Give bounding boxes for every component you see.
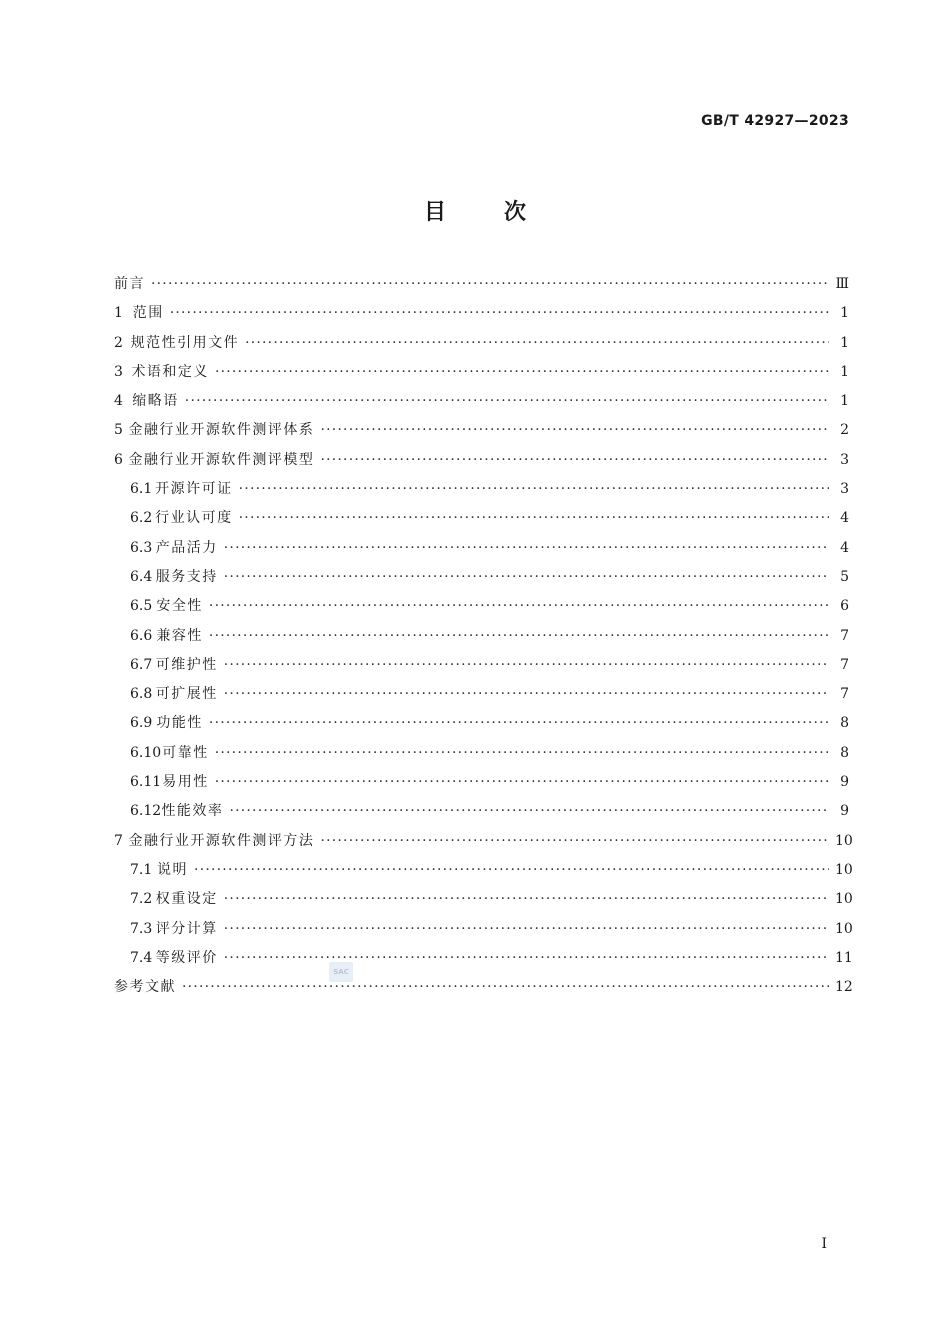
toc-entry-page: 3 — [840, 481, 849, 498]
toc-entry-number: 6.4 — [130, 568, 153, 585]
toc-dot-leader — [182, 975, 829, 999]
toc-dot-leader — [245, 331, 829, 355]
toc-entry[interactable] — [114, 506, 849, 535]
toc-entry-label: 可靠性 — [162, 744, 209, 761]
toc-dot-leader — [224, 653, 829, 677]
toc-entry[interactable] — [114, 331, 849, 360]
page-number: I — [821, 1236, 827, 1252]
standard-number: GB/T 42927—2023 — [701, 113, 849, 129]
toc-dot-leader — [229, 799, 829, 823]
toc-dot-leader — [194, 858, 829, 882]
toc-dot-leader — [170, 301, 829, 325]
toc-dot-leader — [215, 741, 829, 765]
toc-dot-leader — [185, 389, 829, 413]
toc-entry[interactable] — [114, 272, 849, 301]
toc-entry[interactable] — [114, 799, 849, 828]
toc-entry-page: 6 — [840, 598, 849, 615]
toc-dot-leader — [151, 272, 829, 296]
toc-dot-leader — [209, 624, 829, 648]
toc-entry-page: 10 — [834, 832, 853, 849]
toc-entry-page: 9 — [840, 774, 849, 791]
toc-entry-page: Ⅲ — [835, 276, 849, 292]
toc-entry-page: 12 — [835, 979, 853, 996]
toc-entry-number: 2 — [114, 334, 123, 351]
toc-entry-number: 1 — [114, 305, 123, 322]
toc-entry-page: 4 — [840, 539, 849, 556]
toc-dot-leader — [209, 594, 829, 618]
toc-entry-number: 7.3 — [130, 920, 153, 937]
toc-entry[interactable] — [114, 301, 849, 330]
toc-entry[interactable] — [114, 741, 849, 770]
toc-entry-label: 金融行业开源软件测评方法 — [128, 832, 315, 849]
toc-entry-number: 6.10 — [130, 744, 162, 761]
toc-entry-number: 6.1 — [130, 481, 153, 498]
watermark-logo: SAC — [329, 962, 353, 982]
toc-entry-label: 可维护性 — [155, 656, 218, 673]
toc-entry[interactable] — [114, 594, 849, 623]
toc-dot-leader — [224, 917, 829, 941]
toc-entry-number: 6.12 — [130, 803, 162, 820]
toc-entry-page: 10 — [835, 891, 853, 908]
toc-entry-number: 5 — [114, 422, 123, 439]
toc-entry-label: 缩略语 — [132, 393, 179, 410]
toc-entry[interactable] — [114, 770, 849, 799]
toc-entry-page: 1 — [840, 305, 849, 322]
toc-entry-label: 可扩展性 — [155, 686, 218, 703]
toc-entry-page: 8 — [840, 744, 849, 761]
toc-entry-number: 6.8 — [130, 686, 153, 703]
toc-entry-page: 8 — [840, 715, 849, 732]
toc-entry-number: 6 — [114, 451, 123, 468]
toc-dot-leader — [224, 536, 829, 560]
toc-entry-label: 易用性 — [162, 774, 209, 791]
page-title: 目次 — [423, 200, 584, 225]
toc-entry[interactable] — [114, 360, 849, 389]
toc-entry-page: 3 — [840, 451, 849, 468]
toc-entry-label: 评分计算 — [155, 920, 218, 937]
toc-entry-label: 金融行业开源软件测评体系 — [128, 422, 315, 439]
toc-dot-leader — [320, 448, 829, 472]
toc-dot-leader — [320, 829, 829, 853]
toc-entry-number: 3 — [114, 363, 123, 380]
toc-entry-label: 术语和定义 — [131, 363, 209, 380]
toc-entry-label: 性能效率 — [161, 803, 224, 820]
toc-entry-number: 4 — [114, 393, 123, 410]
toc-entry-label: 权重设定 — [155, 891, 218, 908]
toc-entry-page: 9 — [840, 803, 849, 820]
toc-entry-page: 4 — [840, 510, 849, 527]
toc-entry-number: 6.9 — [130, 715, 153, 732]
toc-entry-label: 说明 — [157, 861, 189, 878]
toc-entry-label: 参考文献 — [114, 979, 176, 996]
toc-dot-leader — [239, 506, 829, 530]
toc-entry[interactable] — [114, 536, 849, 565]
toc-entry[interactable] — [114, 448, 849, 477]
toc-entry[interactable] — [114, 682, 849, 711]
toc-dot-leader — [209, 711, 829, 735]
toc-dot-leader — [239, 477, 829, 501]
toc-entry-label: 前言 — [114, 276, 145, 292]
toc-entry[interactable] — [114, 418, 849, 447]
toc-entry-page: 7 — [840, 656, 849, 673]
toc-entry-label: 兼容性 — [156, 627, 203, 644]
toc-entry-page: 5 — [840, 568, 849, 585]
toc-entry-number: 7.4 — [130, 949, 153, 966]
toc-entry-page: 2 — [840, 422, 849, 439]
toc-dot-leader — [215, 360, 829, 384]
toc-entry[interactable] — [114, 389, 849, 418]
toc-entry-label: 等级评价 — [155, 949, 218, 966]
toc-entry-number: 6.3 — [130, 539, 153, 556]
toc-entry-page: 10 — [835, 920, 853, 937]
toc-dot-leader — [320, 418, 829, 442]
toc-dot-leader — [215, 770, 829, 794]
toc-entry-number: 6.2 — [130, 510, 153, 527]
toc-entry-number: 7.1 — [130, 861, 153, 878]
toc-entry-label: 范围 — [132, 305, 164, 322]
toc-entry[interactable] — [114, 858, 853, 887]
toc-entry-page: 1 — [840, 363, 849, 380]
toc-entry-number: 6.7 — [130, 656, 153, 673]
toc-entry[interactable] — [114, 975, 853, 1004]
toc-entry-page: 10 — [835, 861, 853, 878]
toc-entry[interactable] — [114, 653, 849, 682]
toc-dot-leader — [224, 887, 829, 911]
toc-entry[interactable] — [114, 477, 849, 506]
toc-entry[interactable] — [114, 711, 849, 740]
toc-entry[interactable] — [114, 887, 853, 916]
toc-entry[interactable] — [114, 565, 849, 594]
toc-entry[interactable] — [114, 946, 853, 975]
toc-entry-number: 6.11 — [130, 774, 162, 791]
toc-entry-label: 金融行业开源软件测评模型 — [128, 451, 315, 468]
toc-dot-leader — [224, 946, 829, 970]
toc-entry-label: 规范性引用文件 — [130, 334, 240, 351]
toc-entry-page: 7 — [840, 627, 849, 644]
toc-entry-page: 7 — [840, 686, 849, 703]
toc-entry-label: 服务支持 — [155, 568, 218, 585]
toc-entry-page: 11 — [835, 949, 853, 966]
toc-entry-number: 7.2 — [130, 891, 153, 908]
toc-entry-number: 6.5 — [130, 598, 153, 615]
toc-entry-page: 1 — [840, 393, 849, 410]
toc-entry[interactable] — [114, 917, 853, 946]
toc-entry-number: 7 — [114, 832, 123, 849]
toc-entry-number: 6.6 — [130, 627, 153, 644]
toc-entry[interactable] — [114, 624, 849, 653]
toc-entry-label: 开源许可证 — [155, 481, 233, 498]
toc-entry-label: 安全性 — [156, 598, 203, 615]
toc-dot-leader — [224, 565, 829, 589]
toc-entry-label: 产品活力 — [155, 539, 218, 556]
toc-entry[interactable] — [114, 829, 853, 858]
toc-entry-page: 1 — [840, 334, 849, 351]
toc-dot-leader — [224, 682, 829, 706]
table-of-contents — [114, 272, 853, 1004]
toc-entry-label: 行业认可度 — [155, 510, 233, 527]
toc-entry-label: 功能性 — [156, 715, 203, 732]
